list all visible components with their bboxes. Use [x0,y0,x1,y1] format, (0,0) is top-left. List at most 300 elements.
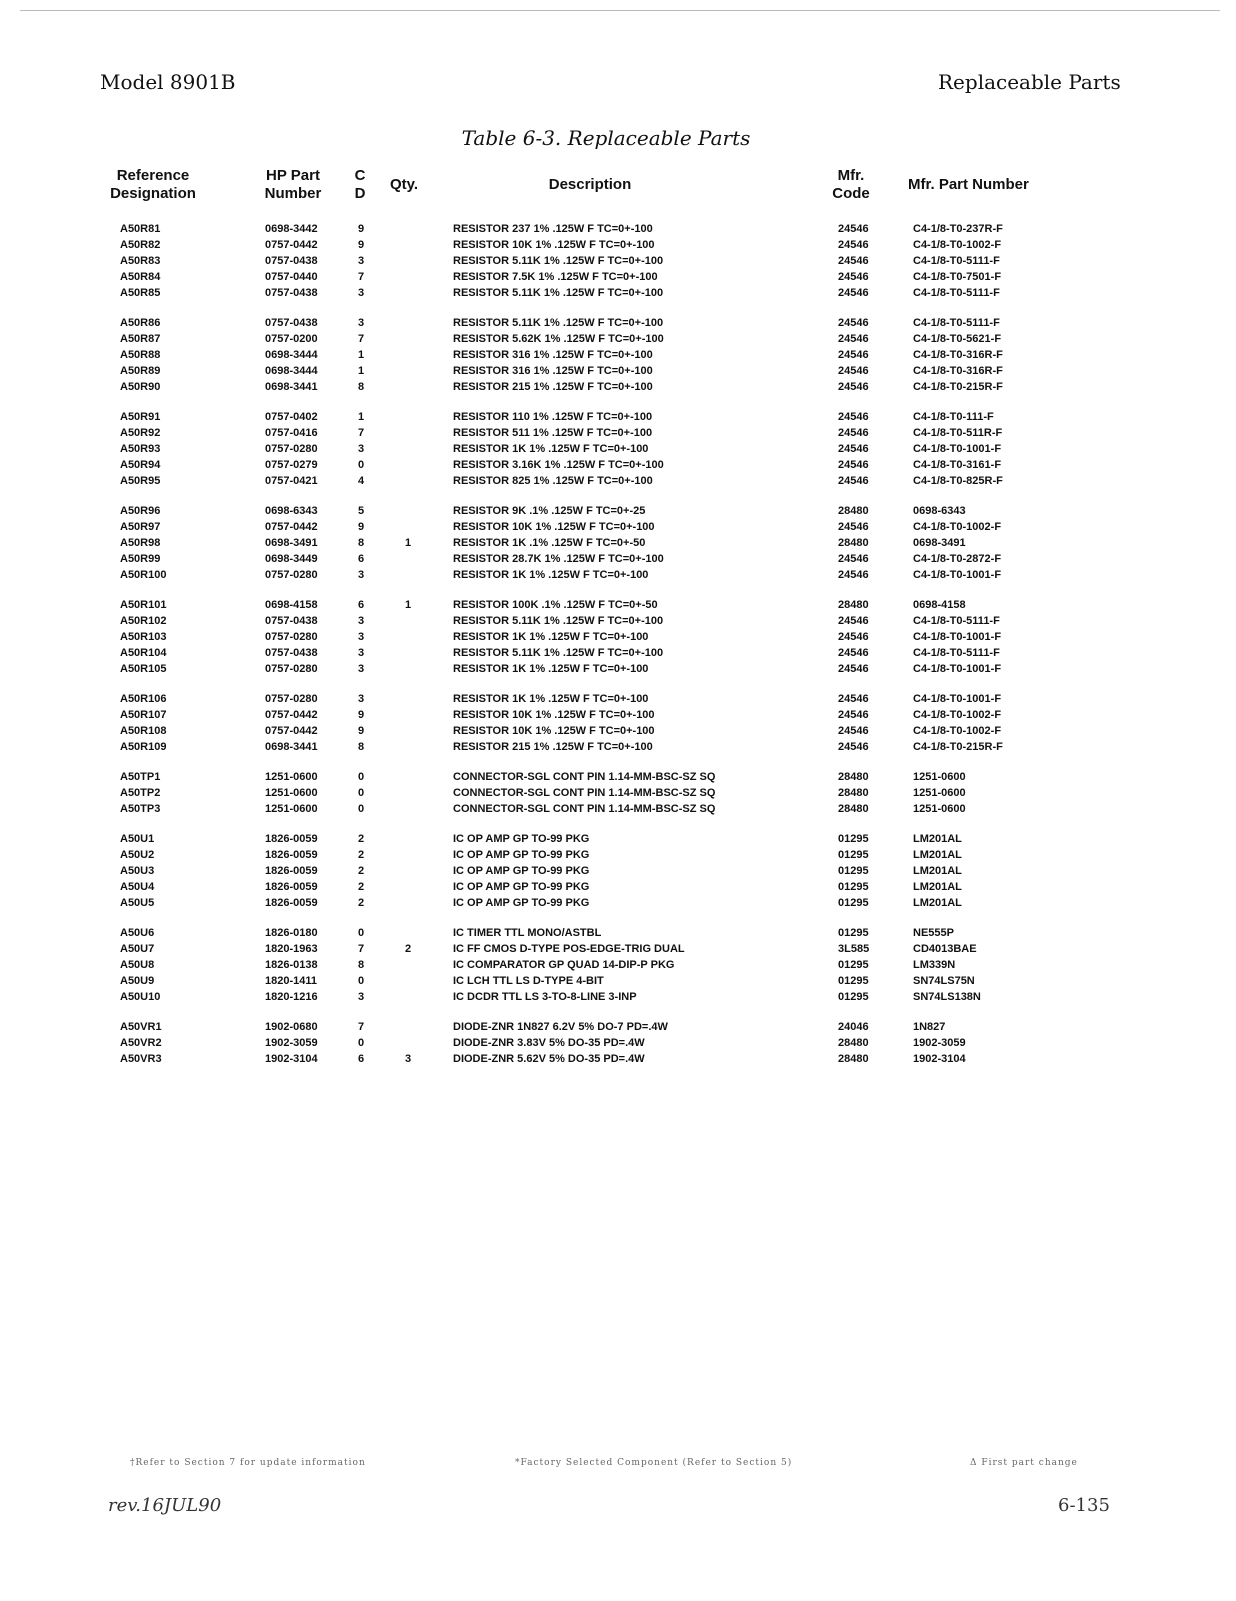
description: RESISTOR 316 1% .125W F TC=0+-100 [453,349,653,361]
cd-digit: 2 [358,897,365,909]
table-row [0,974,1236,990]
row-group [0,832,1236,912]
cd-digit: 1 [358,349,365,361]
hp-part-number: 0698-6343 [265,505,318,517]
cd-digit: 8 [358,537,365,549]
description: RESISTOR 1K 1% .125W F TC=0+-100 [453,443,649,455]
mfr-code: 24546 [838,663,869,675]
col-mfr-part-number: Mfr. Part Number [908,176,1029,193]
ref-designation: A50R106 [120,693,167,705]
hp-part-number: 0757-0442 [265,239,318,251]
description: RESISTOR 5.11K 1% .125W F TC=0+-100 [453,615,664,627]
hp-part-number: 0698-3441 [265,741,318,753]
description: RESISTOR 1K .1% .125W F TC=0+-50 [453,537,646,549]
hp-part-number: 1826-0059 [265,897,318,909]
table-row [0,864,1236,880]
description: RESISTOR 110 1% .125W F TC=0+-100 [453,411,653,423]
hp-part-number: 0757-0442 [265,725,318,737]
mfr-part-number: 1251-0600 [913,787,966,799]
cd-digit: 9 [358,725,365,737]
mfr-code: 28480 [838,803,869,815]
mfr-part-number: SN74LS75N [913,975,975,987]
quantity: 3 [405,1053,412,1065]
description: RESISTOR 28.7K 1% .125W F TC=0+-100 [453,553,664,565]
mfr-code: 01295 [838,865,869,877]
mfr-code: 24046 [838,1021,869,1033]
mfr-code: 24546 [838,427,869,439]
table-row [0,926,1236,942]
table-row [0,316,1236,332]
hp-part-number: 0757-0438 [265,615,318,627]
table-row [0,536,1236,552]
table-row [0,614,1236,630]
footnote-part-change: Δ First part change [970,1458,1078,1468]
table-row [0,254,1236,270]
hp-part-number: 1251-0600 [265,771,318,783]
mfr-code: 24546 [838,709,869,721]
mfr-part-number: 0698-6343 [913,505,966,517]
cd-digit: 7 [358,943,365,955]
table-row [0,364,1236,380]
mfr-part-number: 1902-3059 [913,1037,966,1049]
mfr-part-number: LM201AL [913,833,962,845]
cd-digit: 3 [358,663,365,675]
mfr-part-number: C4-1/8-T0-5621-F [913,333,1002,345]
ref-designation: A50R101 [120,599,167,611]
table-row [0,786,1236,802]
mfr-part-number: C4-1/8-T0-7501-F [913,271,1002,283]
table-row [0,568,1236,584]
mfr-code: 24546 [838,411,869,423]
table-row [0,662,1236,678]
description: RESISTOR 1K 1% .125W F TC=0+-100 [453,631,649,643]
description: RESISTOR 511 1% .125W F TC=0+-100 [453,427,653,439]
col-ref-line1: Reference [116,167,190,184]
quantity: 2 [405,943,412,955]
table-row [0,286,1236,302]
mfr-code: 24546 [838,381,869,393]
ref-designation: A50U6 [120,927,155,939]
mfr-part-number: LM339N [913,959,956,971]
ref-designation: A50VR2 [120,1037,162,1049]
mfr-part-number: C4-1/8-T0-215R-F [913,381,1003,393]
mfr-code: 24546 [838,459,869,471]
cd-digit: 9 [358,223,365,235]
col-mfr-code [826,167,876,203]
cd-digit: 1 [358,411,365,423]
description: CONNECTOR-SGL CONT PIN 1.14-MM-BSC-SZ SQ [453,803,716,815]
description: RESISTOR 1K 1% .125W F TC=0+-100 [453,663,649,675]
cd-digit: 8 [358,959,365,971]
mfr-part-number: C4-1/8-T0-316R-F [913,365,1003,377]
mfr-code: 24546 [838,443,869,455]
ref-designation: A50R105 [120,663,167,675]
mfr-part-number: C4-1/8-T0-3161-F [913,459,1002,471]
mfr-part-number: 1N827 [913,1021,946,1033]
description: RESISTOR 10K 1% .125W F TC=0+-100 [453,709,655,721]
ref-designation: A50R98 [120,537,161,549]
table-row [0,410,1236,426]
mfr-part-number: 0698-4158 [913,599,966,611]
cd-digit: 3 [358,615,365,627]
ref-designation: A50R86 [120,317,161,329]
mfr-code: 24546 [838,223,869,235]
ref-designation: A50R91 [120,411,161,423]
ref-designation: A50VR1 [120,1021,162,1033]
row-group [0,222,1236,302]
hp-part-number: 1902-3059 [265,1037,318,1049]
table-row [0,552,1236,568]
hp-part-number: 0757-0200 [265,333,318,345]
cd-digit: 3 [358,569,365,581]
cd-digit: 6 [358,599,365,611]
mfr-code: 28480 [838,505,869,517]
col-cd-line2: D [354,185,366,202]
col-hp-line2: Number [264,185,322,202]
hp-part-number: 1820-1411 [265,975,317,987]
hp-part-number: 0698-3444 [265,365,318,377]
parts-table [0,222,1236,1082]
mfr-code: 01295 [838,881,869,893]
mfr-part-number: C4-1/8-T0-5111-F [913,317,1000,329]
mfr-code: 24546 [838,255,869,267]
mfr-part-number: C4-1/8-T0-237R-F [913,223,1003,235]
mfr-part-number: C4-1/8-T0-1001-F [913,693,1002,705]
cd-digit: 3 [358,317,365,329]
table-row [0,708,1236,724]
ref-designation: A50R83 [120,255,161,267]
description: RESISTOR 215 1% .125W F TC=0+-100 [453,741,653,753]
table-row [0,646,1236,662]
mfr-part-number: C4-1/8-T0-5111-F [913,255,1000,267]
mfr-part-number: 0698-3491 [913,537,966,549]
mfr-code: 28480 [838,537,869,549]
table-row [0,990,1236,1006]
description: RESISTOR 1K 1% .125W F TC=0+-100 [453,569,649,581]
cd-digit: 3 [358,991,365,1003]
mfr-code: 01295 [838,959,869,971]
description: RESISTOR 215 1% .125W F TC=0+-100 [453,381,653,393]
description: RESISTOR 237 1% .125W F TC=0+-100 [453,223,653,235]
cd-digit: 7 [358,333,365,345]
footnote-factory-selected: *Factory Selected Component (Refer to Section 5) [515,1458,793,1468]
table-row [0,848,1236,864]
table-row [0,458,1236,474]
ref-designation: A50R99 [120,553,161,565]
description: IC OP AMP GP TO-99 PKG [453,865,590,877]
mfr-code: 28480 [838,1037,869,1049]
cd-digit: 5 [358,505,365,517]
top-rule [20,10,1220,11]
mfr-code: 28480 [838,787,869,799]
table-row [0,1020,1236,1036]
cd-digit: 7 [358,1021,365,1033]
cd-digit: 6 [358,1053,365,1065]
mfr-code: 24546 [838,521,869,533]
mfr-part-number: LM201AL [913,881,962,893]
table-row [0,504,1236,520]
table-row [0,1052,1236,1068]
table-row [0,380,1236,396]
mfr-part-number: C4-1/8-T0-1002-F [913,725,1002,737]
description: RESISTOR 316 1% .125W F TC=0+-100 [453,365,653,377]
mfr-part-number: LM201AL [913,897,962,909]
cd-digit: 0 [358,787,365,799]
description: IC OP AMP GP TO-99 PKG [453,897,590,909]
table-row [0,832,1236,848]
col-ref-line2: Designation [110,185,196,202]
mfr-code: 28480 [838,599,869,611]
mfr-code: 24546 [838,317,869,329]
ref-designation: A50R81 [120,223,161,235]
description: IC COMPARATOR GP QUAD 14-DIP-P PKG [453,959,675,971]
ref-designation: A50R95 [120,475,161,487]
col-description: Description [548,176,632,193]
col-reference-designation [108,167,198,203]
table-row [0,770,1236,786]
ref-designation: A50U2 [120,849,155,861]
mfr-part-number: C4-1/8-T0-215R-F [913,741,1003,753]
cd-digit: 2 [358,865,365,877]
mfr-code: 24546 [838,239,869,251]
ref-designation: A50R82 [120,239,161,251]
model-header: Model 8901B [100,70,236,94]
mfr-code: 24546 [838,475,869,487]
cd-digit: 3 [358,255,365,267]
cd-digit: 1 [358,365,365,377]
ref-designation: A50R96 [120,505,161,517]
mfr-code: 3L585 [838,943,870,955]
mfr-part-number: NE555P [913,927,954,939]
ref-designation: A50R94 [120,459,161,471]
ref-designation: A50TP1 [120,771,161,783]
ref-designation: A50R102 [120,615,167,627]
description: DIODE-ZNR 3.83V 5% DO-35 PD=.4W [453,1037,645,1049]
table-row [0,332,1236,348]
col-mfr-line2: Code [832,185,870,202]
hp-part-number: 1826-0138 [265,959,318,971]
quantity: 1 [405,537,412,549]
cd-digit: 3 [358,443,365,455]
description: RESISTOR 3.16K 1% .125W F TC=0+-100 [453,459,664,471]
mfr-code: 01295 [838,849,869,861]
mfr-code: 24546 [838,553,869,565]
mfr-code: 28480 [838,1053,869,1065]
row-group [0,692,1236,756]
ref-designation: A50R104 [120,647,167,659]
mfr-code: 24546 [838,333,869,345]
description: RESISTOR 5.62K 1% .125W F TC=0+-100 [453,333,664,345]
mfr-code: 01295 [838,975,869,987]
hp-part-number: 0698-3441 [265,381,318,393]
ref-designation: A50R107 [120,709,167,721]
description: RESISTOR 1K 1% .125W F TC=0+-100 [453,693,649,705]
table-row [0,802,1236,818]
table-row [0,724,1236,740]
description: RESISTOR 825 1% .125W F TC=0+-100 [453,475,653,487]
mfr-part-number: LM201AL [913,849,962,861]
mfr-part-number: C4-1/8-T0-1001-F [913,443,1002,455]
ref-designation: A50R87 [120,333,161,345]
description: RESISTOR 100K .1% .125W F TC=0+-50 [453,599,658,611]
ref-designation: A50U4 [120,881,155,893]
mfr-part-number: C4-1/8-T0-5111-F [913,615,1000,627]
mfr-part-number: C4-1/8-T0-5111-F [913,647,1000,659]
mfr-part-number: C4-1/8-T0-1002-F [913,709,1002,721]
table-row [0,348,1236,364]
col-cd-line1: C [354,167,366,184]
hp-part-number: 0757-0280 [265,631,318,643]
description: IC LCH TTL LS D-TYPE 4-BIT [453,975,604,987]
mfr-part-number: C4-1/8-T0-316R-F [913,349,1003,361]
table-title: Table 6-3. Replaceable Parts [461,126,751,150]
mfr-code: 01295 [838,833,869,845]
mfr-code: 24546 [838,631,869,643]
cd-digit: 2 [358,833,365,845]
ref-designation: A50R108 [120,725,167,737]
ref-designation: A50R90 [120,381,161,393]
hp-part-number: 0757-0438 [265,317,318,329]
description: CONNECTOR-SGL CONT PIN 1.14-MM-BSC-SZ SQ [453,787,716,799]
cd-digit: 6 [358,553,365,565]
cd-digit: 3 [358,631,365,643]
mfr-part-number: C4-1/8-T0-1001-F [913,663,1002,675]
mfr-part-number: 1251-0600 [913,771,966,783]
cd-digit: 8 [358,741,365,753]
ref-designation: A50U7 [120,943,155,955]
hp-part-number: 0698-3444 [265,349,318,361]
mfr-code: 28480 [838,771,869,783]
table-row [0,1036,1236,1052]
table-row [0,942,1236,958]
hp-part-number: 0757-0438 [265,287,318,299]
description: DIODE-ZNR 1N827 6.2V 5% DO-7 PD=.4W [453,1021,668,1033]
description: RESISTOR 10K 1% .125W F TC=0+-100 [453,521,655,533]
cd-digit: 0 [358,927,365,939]
cd-digit: 7 [358,427,365,439]
mfr-part-number: C4-1/8-T0-1001-F [913,569,1002,581]
hp-part-number: 1826-0059 [265,849,318,861]
hp-part-number: 0757-0280 [265,569,318,581]
row-group [0,770,1236,818]
mfr-code: 24546 [838,741,869,753]
description: IC OP AMP GP TO-99 PKG [453,833,590,845]
hp-part-number: 0757-0279 [265,459,318,471]
mfr-code: 24546 [838,725,869,737]
ref-designation: A50TP3 [120,803,161,815]
row-group [0,598,1236,678]
ref-designation: A50R93 [120,443,161,455]
mfr-code: 01295 [838,927,869,939]
row-group [0,1020,1236,1068]
col-qty: Qty. [389,176,419,193]
table-row [0,426,1236,442]
mfr-code: 24546 [838,287,869,299]
cd-digit: 2 [358,881,365,893]
table-row [0,896,1236,912]
description: RESISTOR 7.5K 1% .125W F TC=0+-100 [453,271,658,283]
ref-designation: A50U1 [120,833,155,845]
hp-part-number: 1826-0059 [265,881,318,893]
hp-part-number: 0757-0442 [265,521,318,533]
hp-part-number: 0698-3491 [265,537,318,549]
description: IC DCDR TTL LS 3-TO-8-LINE 3-INP [453,991,637,1003]
table-row [0,520,1236,536]
mfr-part-number: SN74LS138N [913,991,981,1003]
page-number: 6-135 [1058,1495,1110,1516]
row-group [0,316,1236,396]
hp-part-number: 0757-0280 [265,693,318,705]
cd-digit: 3 [358,693,365,705]
hp-part-number: 0757-0280 [265,443,318,455]
ref-designation: A50R103 [120,631,167,643]
table-row [0,630,1236,646]
hp-part-number: 1820-1963 [265,943,318,955]
cd-digit: 0 [358,1037,365,1049]
table-row [0,474,1236,490]
table-row [0,740,1236,756]
table-row [0,692,1236,708]
table-row [0,598,1236,614]
mfr-code: 24546 [838,647,869,659]
mfr-code: 24546 [838,365,869,377]
col-mfr-line1: Mfr. [837,167,865,184]
mfr-part-number: C4-1/8-T0-5111-F [913,287,1000,299]
description: RESISTOR 10K 1% .125W F TC=0+-100 [453,239,655,251]
ref-designation: A50TP2 [120,787,161,799]
mfr-code: 01295 [838,897,869,909]
hp-part-number: 0698-4158 [265,599,318,611]
hp-part-number: 1826-0059 [265,865,318,877]
mfr-part-number: LM201AL [913,865,962,877]
quantity: 1 [405,599,412,611]
mfr-part-number: C4-1/8-T0-825R-F [913,475,1003,487]
table-row [0,222,1236,238]
cd-digit: 3 [358,647,365,659]
mfr-code: 01295 [838,991,869,1003]
hp-part-number: 1251-0600 [265,803,318,815]
hp-part-number: 1902-0680 [265,1021,318,1033]
mfr-part-number: C4-1/8-T0-1001-F [913,631,1002,643]
ref-designation: A50R88 [120,349,161,361]
hp-part-number: 1902-3104 [265,1053,318,1065]
section-header: Replaceable Parts [938,70,1121,94]
cd-digit: 9 [358,239,365,251]
description: RESISTOR 5.11K 1% .125W F TC=0+-100 [453,317,664,329]
ref-designation: A50VR3 [120,1053,162,1065]
hp-part-number: 0698-3449 [265,553,318,565]
ref-designation: A50R85 [120,287,161,299]
description: RESISTOR 10K 1% .125W F TC=0+-100 [453,725,655,737]
description: IC FF CMOS D-TYPE POS-EDGE-TRIG DUAL [453,943,685,955]
row-group [0,504,1236,584]
ref-designation: A50R97 [120,521,161,533]
cd-digit: 4 [358,475,365,487]
col-hp-part-number [258,167,328,203]
hp-part-number: 0757-0442 [265,709,318,721]
hp-part-number: 0757-0438 [265,647,318,659]
row-group [0,926,1236,1006]
hp-part-number: 1826-0059 [265,833,318,845]
mfr-part-number: 1251-0600 [913,803,966,815]
mfr-code: 24546 [838,569,869,581]
ref-designation: A50R84 [120,271,161,283]
ref-designation: A50U9 [120,975,155,987]
mfr-part-number: C4-1/8-T0-111-F [913,411,994,423]
description: IC TIMER TTL MONO/ASTBL [453,927,602,939]
cd-digit: 2 [358,849,365,861]
table-row [0,880,1236,896]
